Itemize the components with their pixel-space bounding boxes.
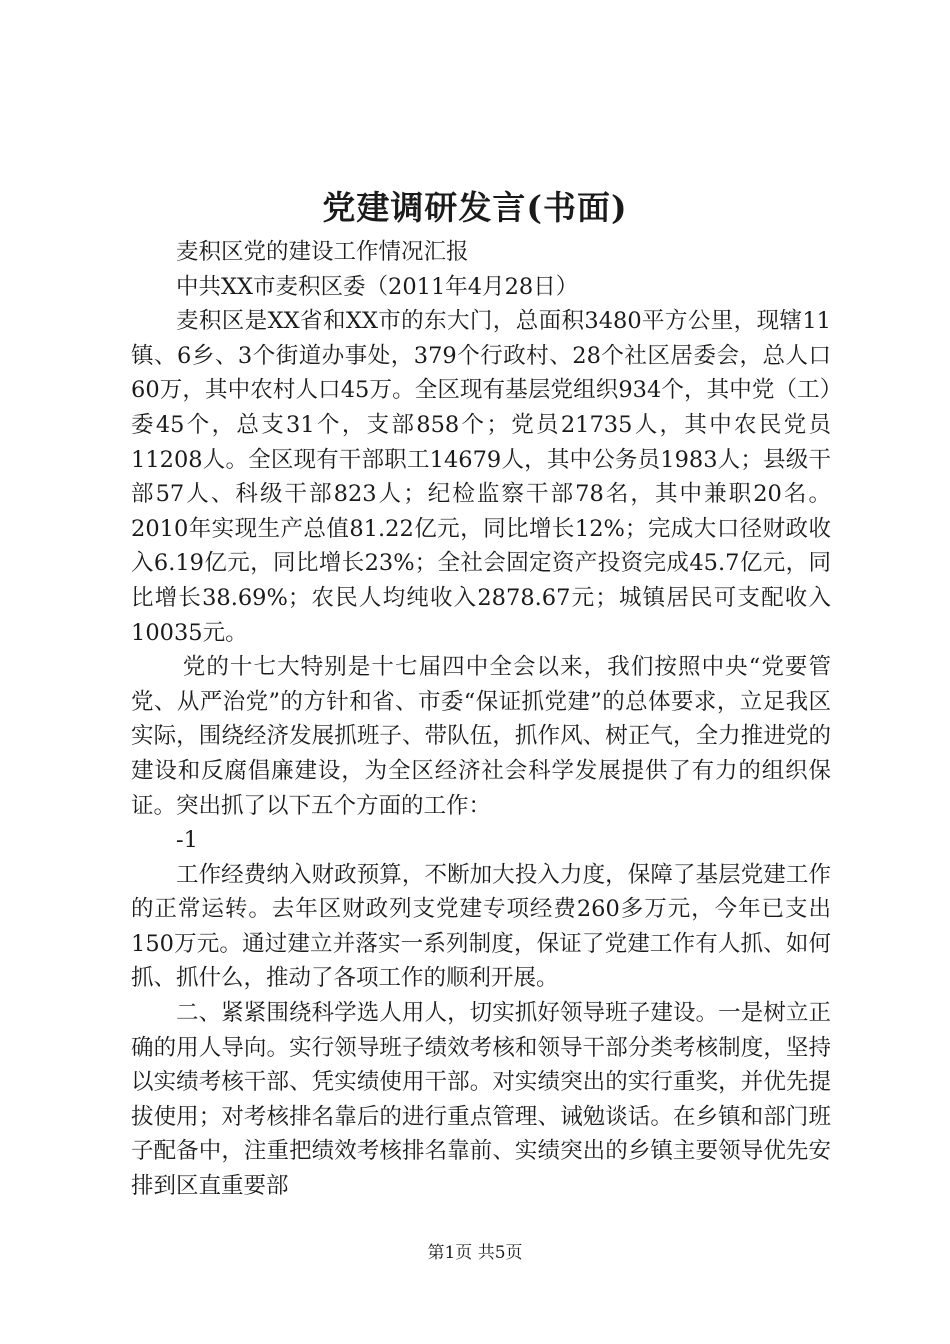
paragraph-funding: 工作经费纳入财政预算，不断加大投入力度，保障了基层党建工作的正常运转。去年区财政列支党建专项经费260多万元，今年已支出150万元。通过建立并落实一系列制度，保证了党建工作有人抓、如何抓、抓什么，推动了各项工作的顺利开展。 bbox=[131, 861, 831, 992]
section-marker: -1 bbox=[176, 827, 198, 854]
paragraph-overview: 麦积区是XX省和XX市的东大门，总面积3480平方公里，现辖11镇、6乡、3个街道办事处，379个行政村、28个社区居委会，总人口60万，其中农村人口45万。全区现有基层党组织934个，其中党（工）委45个，总支31个，支部858个；党员21735人，其中农民党员11208人。全区现有干部职工14679人，其中公务员1983人；县级干部57人、科级干部823人；纪检监察干部78名，其中兼职20名。2010年实现生产总值81.22亿元，同比增长12%；完成大口径财政收入6.19亿元，同比增长23%；全社会固定资产投资完成45.7亿元，同比增长38.69%；农民人均纯收入2878.67元；城镇居民可支配收入10035元。 bbox=[131, 308, 831, 646]
document-title: 党建调研发言(书面) bbox=[322, 188, 628, 227]
page-footer: 第1页 共5页 bbox=[427, 1243, 523, 1263]
document-body bbox=[131, 235, 831, 1204]
report-author-date: 中共XX市麦积区委（2011年4月28日） bbox=[176, 273, 579, 300]
paragraph-introduction: 党的十七大特别是十七届四中全会以来，我们按照中央“党要管党、从严治党”的方针和省、市委“保证抓党建”的总体要求，立足我区实际，围绕经济发展抓班子、带队伍，抓作风、树正气，全力推进党的建设和反腐倡廉建设，为全区经济社会科学发展提供了有力的组织保证。突出抓了以下五个方面的工作： bbox=[131, 654, 831, 819]
report-heading: 麦积区党的建设工作情况汇报 bbox=[176, 239, 469, 265]
paragraph-section-two: 二、紧紧围绕科学选人用人，切实抓好领导班子建设。一是树立正确的用人导向。实行领导班子绩效考核和领导干部分类考核制度，坚持以实绩考核干部、凭实绩使用干部。对实绩突出的实行重奖，并优先提拔使用；对考核排名靠后的进行重点管理、诫勉谈话。在乡镇和部门班子配备中，注重把绩效考核排名靠前、实绩突出的乡镇主要领导优先安排到区直重要部 bbox=[131, 1000, 831, 1200]
